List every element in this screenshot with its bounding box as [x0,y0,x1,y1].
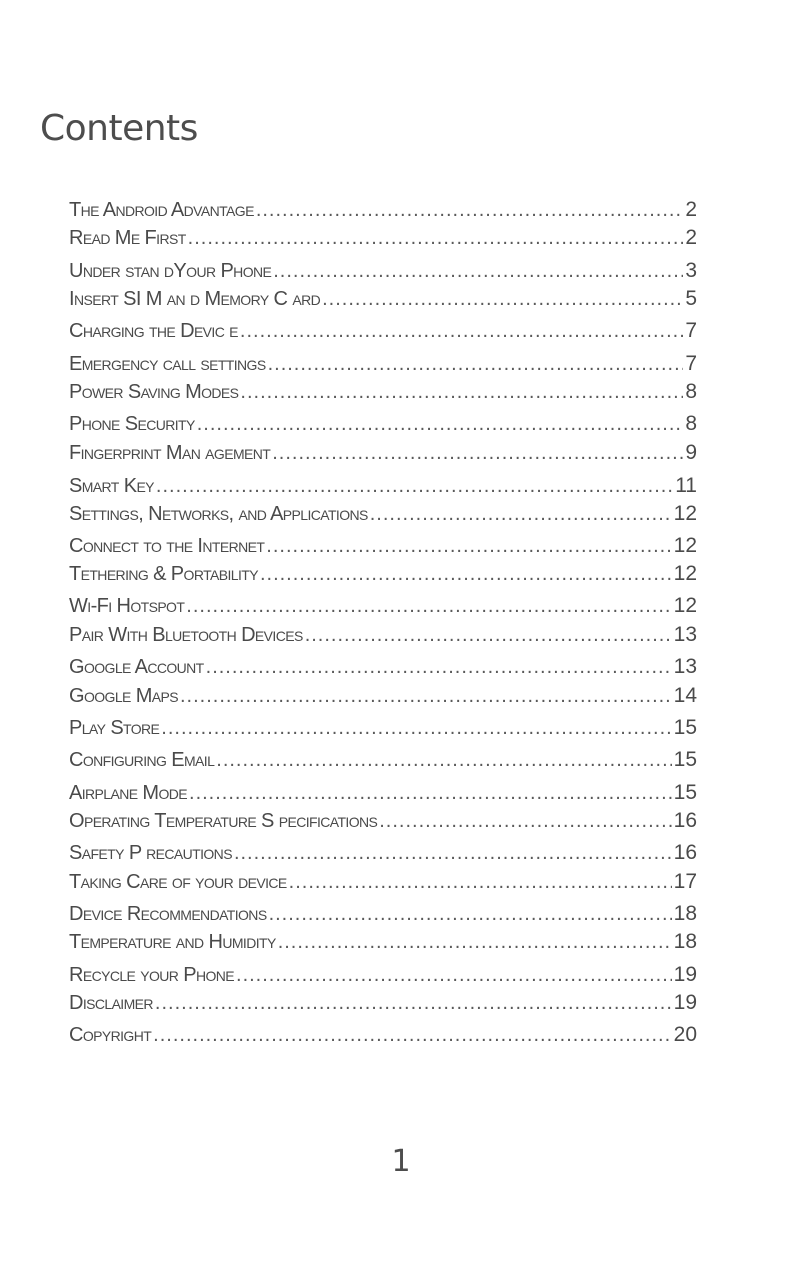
toc-dot-leader [273,258,683,284]
toc-entry-title: Device Recommendations [69,903,267,925]
toc-entry-page: 12 [673,502,697,525]
toc-entry-title: Taking Care of your device [69,871,287,893]
toc-entry-connect-internet[interactable] [69,533,697,559]
toc-entry-title: Copyright [69,1024,152,1046]
toc-entry-android-advantage[interactable] [69,197,697,223]
toc-entry-fingerprint[interactable] [69,440,697,466]
page-title: Contents [40,108,198,149]
toc-entry-title: Wi-Fi Hotspot [69,595,185,617]
toc-entry-page: 13 [673,655,697,678]
toc-dot-leader [186,593,671,619]
toc-entry-page: 12 [673,594,697,617]
toc-entry-disclaimer[interactable] [69,990,697,1016]
toc-entry-page: 5 [685,287,697,310]
toc-entry-wifi-hotspot[interactable] [69,593,697,619]
toc-entry-page: 19 [673,963,697,986]
page-number: 1 [391,1144,411,1179]
toc-entry-google-account[interactable] [69,654,697,680]
toc-entry-page: 15 [673,716,697,739]
toc-dot-leader [266,533,671,559]
toc-entry-page: 15 [673,748,697,771]
toc-entry-title: Operating Temperature S pecifications [69,810,378,832]
toc-dot-leader [234,840,672,866]
toc-entry-page: 19 [673,991,697,1014]
toc-entry-title: Google Maps [69,685,178,707]
toc-entry-title: Fingerprint Man agement [69,442,271,464]
toc-entry-google-maps[interactable] [69,683,697,709]
toc-entry-page: 2 [685,198,697,221]
toc-dot-leader [256,197,684,223]
toc-entry-understand-your-phone[interactable] [69,258,697,284]
toc-entry-taking-care[interactable] [69,869,697,895]
toc-dot-leader [379,808,671,834]
toc-dot-leader [322,286,683,312]
toc-dot-leader [155,990,672,1016]
toc-entry-page: 16 [673,809,697,832]
toc-entry-phone-security[interactable] [69,411,697,437]
toc-dot-leader [156,473,673,499]
toc-entry-title: Phone Security [69,413,195,435]
toc-entry-title: Tethering & Portability [69,563,258,585]
toc-entry-title: Emergency call settings [69,353,266,375]
toc-dot-leader [370,501,672,527]
toc-entry-title: Play Store [69,717,160,739]
toc-entry-power-saving[interactable] [69,379,697,405]
toc-entry-page: 8 [685,412,697,435]
toc-entry-page: 20 [673,1023,697,1046]
toc-entry-title: Read Me First [69,227,186,249]
toc-entry-title: The Android Advantage [69,199,254,221]
toc-dot-leader [206,654,672,680]
toc-dot-leader [216,747,671,773]
toc-entry-title: Pair With Bluetooth Devices [69,624,303,646]
toc-entry-title: Airplane Mode [69,782,188,804]
toc-entry-title: Recycle your Phone [69,964,235,986]
toc-entry-page: 18 [673,902,697,925]
toc-entry-page: 7 [685,352,697,375]
toc-entry-airplane-mode[interactable] [69,780,697,806]
toc-entry-title: Smart Key [69,475,154,497]
toc-entry-recycle-phone[interactable] [69,962,697,988]
toc-entry-title: Settings, Networks, and Applications [69,503,368,525]
toc-dot-leader [188,225,684,251]
toc-entry-title: Google Account [69,656,204,678]
toc-entry-bluetooth[interactable] [69,622,697,648]
toc-entry-title: Safety P recautions [69,842,232,864]
toc-entry-page: 13 [673,623,697,646]
toc-entry-page: 12 [673,562,697,585]
toc-entry-read-me-first[interactable] [69,225,697,251]
toc-entry-title: Insert SI M an d Memory C ard [69,288,321,310]
toc-dot-leader [161,715,671,741]
toc-entry-insert-sim[interactable] [69,286,697,312]
toc-entry-temperature-humidity[interactable] [69,929,697,955]
toc-entry-operating-temperature[interactable] [69,808,697,834]
toc-entry-charging[interactable] [69,318,697,344]
toc-entry-copyright[interactable] [69,1022,697,1048]
toc-entry-page: 17 [673,870,697,893]
toc-entry-settings-networks[interactable] [69,501,697,527]
toc-entry-play-store[interactable] [69,715,697,741]
toc-entry-page: 18 [673,930,697,953]
toc-entry-title: Under stan dYour Phone [69,260,272,282]
toc-dot-leader [305,622,672,648]
toc-entry-page: 16 [673,841,697,864]
toc-entry-title: Charging the Devic e [69,320,238,342]
toc-entry-page: 12 [673,534,697,557]
toc-dot-leader [189,780,672,806]
toc-entry-page: 9 [685,441,697,464]
toc-entry-page: 15 [673,781,697,804]
toc-entry-tethering[interactable] [69,561,697,587]
toc-entry-title: Configuring Email [69,749,215,771]
toc-entry-safety-precautions[interactable] [69,840,697,866]
toc-entry-device-recommendations[interactable] [69,901,697,927]
toc-entry-page: 2 [685,226,697,249]
toc-dot-leader [289,869,672,895]
toc-dot-leader [272,440,683,466]
toc-entry-page: 8 [685,380,697,403]
toc-entry-title: Connect to the Internet [69,535,265,557]
toc-dot-leader [269,901,672,927]
toc-dot-leader [260,561,672,587]
toc-entry-configuring-email[interactable] [69,747,697,773]
toc-entry-page: 14 [673,684,697,707]
toc-dot-leader [240,379,683,405]
toc-entry-page: 7 [685,319,697,342]
toc-dot-leader [278,929,672,955]
toc-dot-leader [153,1022,671,1048]
toc-dot-leader [236,962,672,988]
toc-entry-emergency-call[interactable] [69,351,697,377]
toc-entry-title: Disclaimer [69,992,153,1014]
toc-dot-leader [240,318,683,344]
toc-entry-page: 11 [675,474,697,497]
toc-dot-leader [180,683,672,709]
toc-entry-title: Temperature and Humidity [69,931,276,953]
toc-dot-leader [268,351,684,377]
toc-entry-title: Power Saving Modes [69,381,239,403]
toc-entry-page: 3 [685,259,697,282]
toc-entry-smart-key[interactable] [69,473,697,499]
toc-dot-leader [197,411,684,437]
